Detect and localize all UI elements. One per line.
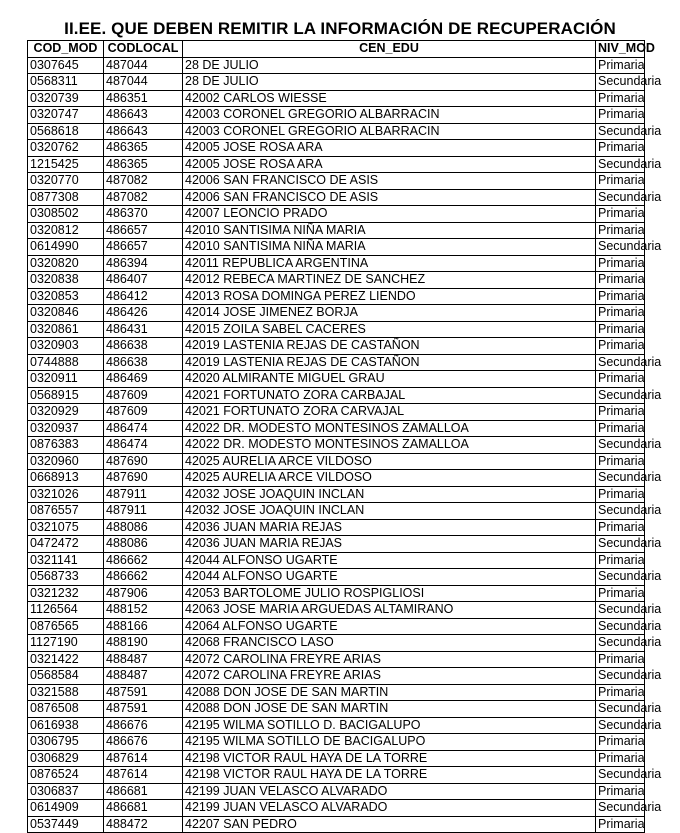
cell-cen-edu: 42006 SAN FRANCISCO DE ASIS: [183, 189, 596, 206]
cell-cod-mod: 0320853: [28, 288, 104, 305]
cell-niv-mod: Primaria: [596, 57, 645, 74]
cell-codlocal: 486431: [104, 321, 183, 338]
table-row: [28, 734, 645, 751]
cell-codlocal: 486662: [104, 569, 183, 586]
cell-niv-mod: Primaria: [596, 783, 645, 800]
cell-cen-edu: 28 DE JULIO: [183, 57, 596, 74]
table-row: [28, 519, 645, 536]
cell-cen-edu: 42044 ALFONSO UGARTE: [183, 552, 596, 569]
header-niv-mod: NIV_MOD: [596, 41, 645, 58]
cell-cen-edu: 42005 JOSE ROSA ARA: [183, 140, 596, 157]
cell-cod-mod: 0320960: [28, 453, 104, 470]
cell-codlocal: 487690: [104, 453, 183, 470]
table-row: [28, 536, 645, 553]
cell-niv-mod: Secundaria: [596, 635, 645, 652]
cell-cod-mod: 0321141: [28, 552, 104, 569]
cell-cen-edu: 42006 SAN FRANCISCO DE ASIS: [183, 173, 596, 190]
cell-codlocal: 486638: [104, 338, 183, 355]
cell-cen-edu: 42088 DON JOSE DE SAN MARTIN: [183, 701, 596, 718]
cell-niv-mod: Secundaria: [596, 569, 645, 586]
table-row: [28, 651, 645, 668]
cell-cod-mod: 0568584: [28, 668, 104, 685]
table-row: [28, 783, 645, 800]
table-row: [28, 140, 645, 157]
table-row: [28, 767, 645, 784]
cell-cen-edu: 42053 BARTOLOME JULIO ROSPIGLIOSI: [183, 585, 596, 602]
cell-cen-edu: 42019 LASTENIA REJAS DE CASTAÑON: [183, 354, 596, 371]
table-row: [28, 585, 645, 602]
table-row: [28, 717, 645, 734]
table-row: [28, 272, 645, 289]
cell-cod-mod: 0876565: [28, 618, 104, 635]
cell-cen-edu: 42012 REBECA MARTINEZ DE SANCHEZ: [183, 272, 596, 289]
cell-cen-edu: 42032 JOSE JOAQUIN INCLAN: [183, 486, 596, 503]
cell-cod-mod: 0320770: [28, 173, 104, 190]
cell-cod-mod: 0744888: [28, 354, 104, 371]
cell-niv-mod: Primaria: [596, 371, 645, 388]
cell-codlocal: 486474: [104, 437, 183, 454]
cell-cod-mod: 0320846: [28, 305, 104, 322]
cell-codlocal: 486365: [104, 140, 183, 157]
cell-cod-mod: 0320762: [28, 140, 104, 157]
cell-cen-edu: 42068 FRANCISCO LASO: [183, 635, 596, 652]
table-row: [28, 222, 645, 239]
cell-codlocal: 487906: [104, 585, 183, 602]
table-row: [28, 288, 645, 305]
cell-cen-edu: 42003 CORONEL GREGORIO ALBARRACIN: [183, 123, 596, 140]
cell-cod-mod: 0306795: [28, 734, 104, 751]
cell-codlocal: 486412: [104, 288, 183, 305]
cell-niv-mod: Primaria: [596, 651, 645, 668]
cell-cen-edu: 42032 JOSE JOAQUIN INCLAN: [183, 503, 596, 520]
table-row: [28, 338, 645, 355]
table-row: [28, 453, 645, 470]
cell-cen-edu: 28 DE JULIO: [183, 74, 596, 91]
table-row: [28, 354, 645, 371]
cell-codlocal: 488190: [104, 635, 183, 652]
cell-niv-mod: Secundaria: [596, 701, 645, 718]
table-row: [28, 437, 645, 454]
cell-niv-mod: Secundaria: [596, 123, 645, 140]
cell-cen-edu: 42198 VICTOR RAUL HAYA DE LA TORRE: [183, 750, 596, 767]
cell-cen-edu: 42019 LASTENIA REJAS DE CASTAÑON: [183, 338, 596, 355]
table-row: [28, 189, 645, 206]
cell-cod-mod: 0537449: [28, 816, 104, 833]
cell-codlocal: 486643: [104, 123, 183, 140]
cell-niv-mod: Primaria: [596, 255, 645, 272]
cell-cen-edu: 42036 JUAN MARIA REJAS: [183, 536, 596, 553]
cell-niv-mod: Secundaria: [596, 387, 645, 404]
cell-cod-mod: 0877308: [28, 189, 104, 206]
cell-codlocal: 486426: [104, 305, 183, 322]
table-row: [28, 156, 645, 173]
table-row: [28, 503, 645, 520]
cell-codlocal: 486638: [104, 354, 183, 371]
cell-niv-mod: Primaria: [596, 140, 645, 157]
table-row: [28, 486, 645, 503]
cell-cod-mod: 0306829: [28, 750, 104, 767]
cell-cod-mod: 0320838: [28, 272, 104, 289]
cell-cen-edu: 42195 WILMA SOTILLO D. BACIGALUPO: [183, 717, 596, 734]
cell-cod-mod: 0320911: [28, 371, 104, 388]
table-row: [28, 123, 645, 140]
table-row: [28, 404, 645, 421]
cell-cod-mod: 0321422: [28, 651, 104, 668]
cell-cod-mod: 0307645: [28, 57, 104, 74]
cell-cen-edu: 42064 ALFONSO UGARTE: [183, 618, 596, 635]
cell-cen-edu: 42025 AURELIA ARCE VILDOSO: [183, 453, 596, 470]
table-row: [28, 750, 645, 767]
table-row: [28, 107, 645, 124]
cell-niv-mod: Secundaria: [596, 602, 645, 619]
table-row: [28, 206, 645, 223]
cell-niv-mod: Secundaria: [596, 536, 645, 553]
cell-niv-mod: Primaria: [596, 288, 645, 305]
cell-niv-mod: Secundaria: [596, 437, 645, 454]
table-row: [28, 239, 645, 256]
table-row: [28, 305, 645, 322]
cell-niv-mod: Secundaria: [596, 800, 645, 817]
cell-codlocal: 488487: [104, 651, 183, 668]
page-title: II.EE. QUE DEBEN REMITIR LA INFORMACIÓN DE RECUPERACIÓN: [64, 19, 616, 38]
table-row: [28, 90, 645, 107]
cell-cod-mod: 0320820: [28, 255, 104, 272]
table-row: [28, 387, 645, 404]
cell-cod-mod: 1215425: [28, 156, 104, 173]
cell-cen-edu: 42021 FORTUNATO ZORA CARBAJAL: [183, 387, 596, 404]
cell-cod-mod: 0320903: [28, 338, 104, 355]
cell-cen-edu: 42011 REPUBLICA ARGENTINA: [183, 255, 596, 272]
cell-niv-mod: Primaria: [596, 107, 645, 124]
cell-cen-edu: 42207 SAN PEDRO: [183, 816, 596, 833]
cell-codlocal: 486643: [104, 107, 183, 124]
schools-table: [27, 40, 662, 833]
cell-cen-edu: 42002 CARLOS WIESSE: [183, 90, 596, 107]
cell-cod-mod: 0568618: [28, 123, 104, 140]
cell-codlocal: 486469: [104, 371, 183, 388]
cell-codlocal: 488166: [104, 618, 183, 635]
cell-codlocal: 486676: [104, 734, 183, 751]
cell-niv-mod: Secundaria: [596, 354, 645, 371]
cell-cen-edu: 42195 WILMA SOTILLO DE BACIGALUPO: [183, 734, 596, 751]
cell-codlocal: 486407: [104, 272, 183, 289]
cell-codlocal: 487044: [104, 57, 183, 74]
cell-cod-mod: 0568915: [28, 387, 104, 404]
cell-codlocal: 487911: [104, 503, 183, 520]
header-cod-mod: COD_MOD: [28, 41, 104, 58]
table-row: [28, 255, 645, 272]
cell-cod-mod: 0568733: [28, 569, 104, 586]
cell-codlocal: 486394: [104, 255, 183, 272]
cell-cod-mod: 0320739: [28, 90, 104, 107]
cell-codlocal: 488487: [104, 668, 183, 685]
cell-codlocal: 487690: [104, 470, 183, 487]
cell-codlocal: 486474: [104, 420, 183, 437]
header-codlocal: CODLOCAL: [104, 41, 183, 58]
cell-cen-edu: 42007 LEONCIO PRADO: [183, 206, 596, 223]
cell-cod-mod: 0568311: [28, 74, 104, 91]
table-row: [28, 173, 645, 190]
cell-niv-mod: Secundaria: [596, 618, 645, 635]
cell-codlocal: 487614: [104, 767, 183, 784]
table-body: [28, 57, 662, 833]
cell-codlocal: 487614: [104, 750, 183, 767]
cell-cod-mod: 0321232: [28, 585, 104, 602]
cell-niv-mod: Primaria: [596, 684, 645, 701]
cell-cod-mod: 0876383: [28, 437, 104, 454]
cell-codlocal: 486676: [104, 717, 183, 734]
cell-cod-mod: 0320929: [28, 404, 104, 421]
cell-codlocal: 487082: [104, 173, 183, 190]
cell-cod-mod: 0321075: [28, 519, 104, 536]
table-row: [28, 800, 645, 817]
cell-cen-edu: 42199 JUAN VELASCO ALVARADO: [183, 783, 596, 800]
cell-cod-mod: 0320812: [28, 222, 104, 239]
cell-niv-mod: Primaria: [596, 272, 645, 289]
cell-niv-mod: Primaria: [596, 206, 645, 223]
cell-codlocal: 486662: [104, 552, 183, 569]
table-row: [28, 602, 645, 619]
cell-cod-mod: 0472472: [28, 536, 104, 553]
cell-cod-mod: 0320747: [28, 107, 104, 124]
cell-cen-edu: 42088 DON JOSE DE SAN MARTIN: [183, 684, 596, 701]
cell-cod-mod: 1126564: [28, 602, 104, 619]
cell-cen-edu: 42022 DR. MODESTO MONTESINOS ZAMALLOA: [183, 437, 596, 454]
cell-codlocal: 487591: [104, 684, 183, 701]
cell-cod-mod: 0876508: [28, 701, 104, 718]
table-row: [28, 816, 645, 833]
table-header-row: [28, 41, 645, 58]
header-cen-edu: CEN_EDU: [183, 41, 596, 58]
cell-codlocal: 486351: [104, 90, 183, 107]
cell-codlocal: 487591: [104, 701, 183, 718]
cell-niv-mod: Primaria: [596, 453, 645, 470]
cell-cen-edu: 42020 ALMIRANTE MIGUEL GRAU: [183, 371, 596, 388]
cell-cod-mod: 0320937: [28, 420, 104, 437]
cell-niv-mod: Secundaria: [596, 239, 645, 256]
cell-cod-mod: 1127190: [28, 635, 104, 652]
cell-cen-edu: 42003 CORONEL GREGORIO ALBARRACIN: [183, 107, 596, 124]
cell-codlocal: 487082: [104, 189, 183, 206]
table-row: [28, 74, 645, 91]
cell-niv-mod: Secundaria: [596, 74, 645, 91]
cell-niv-mod: Primaria: [596, 486, 645, 503]
table-row: [28, 668, 645, 685]
cell-codlocal: 486681: [104, 783, 183, 800]
cell-cod-mod: 0321026: [28, 486, 104, 503]
cell-niv-mod: Primaria: [596, 552, 645, 569]
cell-cen-edu: 42010 SANTISIMA NIÑA MARIA: [183, 239, 596, 256]
cell-codlocal: 487911: [104, 486, 183, 503]
cell-cen-edu: 42072 CAROLINA FREYRE ARIAS: [183, 668, 596, 685]
cell-niv-mod: Primaria: [596, 90, 645, 107]
cell-niv-mod: Primaria: [596, 750, 645, 767]
cell-cen-edu: 42072 CAROLINA FREYRE ARIAS: [183, 651, 596, 668]
table-row: [28, 470, 645, 487]
cell-niv-mod: Primaria: [596, 305, 645, 322]
table-row: [28, 635, 645, 652]
cell-cen-edu: 42013 ROSA DOMINGA PEREZ LIENDO: [183, 288, 596, 305]
cell-niv-mod: Primaria: [596, 734, 645, 751]
cell-niv-mod: Secundaria: [596, 668, 645, 685]
cell-codlocal: 487044: [104, 74, 183, 91]
table-row: [28, 684, 645, 701]
cell-codlocal: 486365: [104, 156, 183, 173]
table-row: [28, 420, 645, 437]
cell-codlocal: 488152: [104, 602, 183, 619]
cell-niv-mod: Primaria: [596, 420, 645, 437]
cell-cen-edu: 42014 JOSE JIMENEZ BORJA: [183, 305, 596, 322]
cell-codlocal: 487609: [104, 387, 183, 404]
cell-niv-mod: Secundaria: [596, 767, 645, 784]
cell-niv-mod: Primaria: [596, 519, 645, 536]
cell-codlocal: 486370: [104, 206, 183, 223]
cell-cod-mod: 0614909: [28, 800, 104, 817]
table-row: [28, 618, 645, 635]
cell-niv-mod: Secundaria: [596, 717, 645, 734]
cell-cen-edu: 42021 FORTUNATO ZORA CARVAJAL: [183, 404, 596, 421]
cell-codlocal: 486657: [104, 222, 183, 239]
cell-cod-mod: 0668913: [28, 470, 104, 487]
cell-niv-mod: Primaria: [596, 173, 645, 190]
cell-niv-mod: Secundaria: [596, 503, 645, 520]
cell-codlocal: 488086: [104, 536, 183, 553]
cell-cod-mod: 0614990: [28, 239, 104, 256]
cell-cod-mod: 0320861: [28, 321, 104, 338]
cell-codlocal: 488472: [104, 816, 183, 833]
cell-niv-mod: Primaria: [596, 404, 645, 421]
cell-codlocal: 487609: [104, 404, 183, 421]
table-row: [28, 569, 645, 586]
table-row: [28, 701, 645, 718]
cell-cen-edu: 42025 AURELIA ARCE VILDOSO: [183, 470, 596, 487]
cell-cod-mod: 0876524: [28, 767, 104, 784]
cell-niv-mod: Primaria: [596, 321, 645, 338]
cell-cen-edu: 42044 ALFONSO UGARTE: [183, 569, 596, 586]
table-row: [28, 321, 645, 338]
cell-codlocal: 486681: [104, 800, 183, 817]
cell-cen-edu: 42199 JUAN VELASCO ALVARADO: [183, 800, 596, 817]
cell-niv-mod: Secundaria: [596, 470, 645, 487]
cell-niv-mod: Primaria: [596, 222, 645, 239]
cell-cod-mod: 0876557: [28, 503, 104, 520]
cell-codlocal: 486657: [104, 239, 183, 256]
cell-cod-mod: 0306837: [28, 783, 104, 800]
table-row: [28, 552, 645, 569]
table-row: [28, 57, 645, 74]
cell-codlocal: 488086: [104, 519, 183, 536]
cell-cen-edu: 42010 SANTISIMA NIÑA MARIA: [183, 222, 596, 239]
cell-cod-mod: 0321588: [28, 684, 104, 701]
cell-niv-mod: Primaria: [596, 816, 645, 833]
table-row: [28, 371, 645, 388]
cell-cen-edu: 42015 ZOILA SABEL CACERES: [183, 321, 596, 338]
table-container: [27, 40, 662, 831]
cell-cod-mod: 0616938: [28, 717, 104, 734]
cell-cen-edu: 42005 JOSE ROSA ARA: [183, 156, 596, 173]
cell-cen-edu: 42198 VICTOR RAUL HAYA DE LA TORRE: [183, 767, 596, 784]
cell-cen-edu: 42036 JUAN MARIA REJAS: [183, 519, 596, 536]
cell-cen-edu: 42022 DR. MODESTO MONTESINOS ZAMALLOA: [183, 420, 596, 437]
cell-cen-edu: 42063 JOSE MARIA ARGUEDAS ALTAMIRANO: [183, 602, 596, 619]
cell-cod-mod: 0308502: [28, 206, 104, 223]
cell-niv-mod: Secundaria: [596, 156, 645, 173]
cell-niv-mod: Primaria: [596, 585, 645, 602]
cell-niv-mod: Primaria: [596, 338, 645, 355]
cell-niv-mod: Secundaria: [596, 189, 645, 206]
